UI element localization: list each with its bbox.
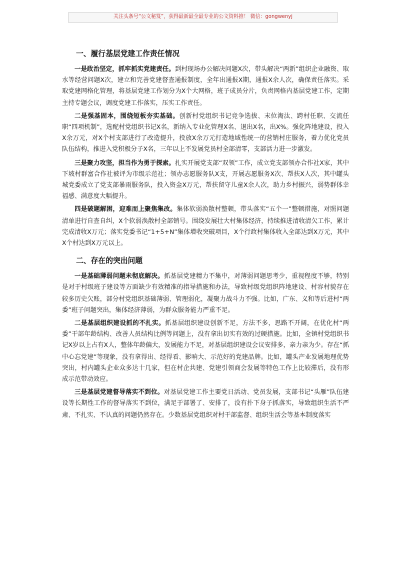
paragraph-lead: 三是基层党建督导落实不到位。 [74, 389, 164, 397]
paragraph-lead: 二是强基固本，围绕短板夯实基础。 [74, 112, 180, 120]
document-body [62, 48, 349, 423]
paragraph-body: 抓基层党建精力不集中，对薄弱问题思考少，重视程度不够，特别是对于村级班子建设等方面缺少有效精准的指导措施和办法，导致村级党组织阵地建设、村容村貌存在较多历史欠账，部分村党组织基础薄弱、管理弱化，凝聚力战斗力不强。比如，广东、义和等后进村“两委”班子问题突出，集体经济薄弱，为群众服务能力严重不足。 [62, 273, 350, 314]
paragraph-lead: 一是基础薄弱问题未彻底解决。 [74, 273, 164, 281]
paragraph-body: 对基层党建工作主要党日活动、党员发展，支部书记“头雁”队伍建设等长期性工作的督导落实不到位，满足于部署了、安排了，没有扑下身子抓落实，导致组织生活不严肃、不扎实、不认真的问题仍然存在。少数基层党组织对村干部监督、组织生活会等基本制度落实 [62, 389, 349, 419]
paragraph [62, 111, 349, 156]
paragraph-body: 抓基层组织建设创新不足，方法不多，思路不开阔，在优化村“两委”干部年龄结构、改善人员结构比例等问题上，没有拿出切实有效的过硬措施。比如，全镇村党组织书记X岁以上占有X人，整体年龄偏大，发展能力不足，对基层组织建设会议安排多，亲力亲为少。存在“抓中心忘党建”等现象，没有拿得出、经得看、影响大、示范好的党建品牌。比如，罐头产业发展地理优势突出，村内罐头企业众多达十几家，但在村企共建、党建引领商会发展等特色工作上比较滞后，没有形成示范带动效应。 [62, 320, 349, 384]
promo-banner[interactable]: 关注头条号“公文秘笈”，获得最新最全最专业的公文资料推！ 微信：gongwenyj [68, 12, 338, 23]
paragraph [62, 204, 349, 249]
section-title-problems: 二、存在的突出问题 [76, 256, 143, 266]
paragraph-lead: 三是聚力攻坚，担当作为勇于探索。 [74, 159, 175, 167]
paragraph [62, 64, 349, 109]
paragraph-body: 集体软弱涣散村整顿，带头落实“五个一”整顿措施，对照问题清单进行自查自纠，X个软弱涣散村全部销号。围绕发展壮大村集体经济，持续推进清收清欠工作，累计完成清收X万元；落实党委书记“1+5+N”集体增收突破项目，X个行政村集体收入全部达到X万元，其中X个村达到X万元以上。 [62, 206, 349, 248]
paragraph [62, 318, 349, 385]
paragraph-lead: 二是基层组织建设抓的不扎实。 [74, 320, 165, 328]
paragraph [62, 387, 349, 421]
paragraph-body: 到村现场办公解决问题X次，带头解决“两新”组织企业融资、取水等经营问题X次，建立和完善党建督查通报制度，全年出通报X期，通报X余人次，确保责任落实。采取党建网格化管理，将基层党建工作划分为X个大网格，班子成员分片，负责网格内基层党建工作，定期主持专题会议，调度党建工作落实，压实工作责任。 [62, 66, 349, 107]
paragraph-body: 创新村党组织书记竞争选拔、末位淘汰、跨村任职、交流任职“四项机制”，选配村党组织书记X名，新纳入专业化管理X名、退出X名，出X%。强化阵地建设，投入X余万元，对X个村支部进行了改造提升，投放X余万元打造地域性统一的营销村庄服务，着力优化党员队伍结构，推进入党积极分子X名，三年以上不发展党员村全部清零，支部活力进一步激发。 [62, 112, 350, 154]
paragraph [62, 271, 349, 316]
paragraph [62, 158, 349, 203]
paragraph-lead: 四是破题解困，迎难而上聚焦集改。 [74, 206, 177, 214]
paragraph-lead: 一是政治坚定，抓牢抓实党建责任。 [74, 66, 175, 73]
paragraph-body: 扎实开展党支部“双领”工作，成立党支部领办合作社X家，其中下坡村群富合作社被评为市级示范社；领办志愿服务队X支，开展志愿服务X次、帮扶X人次，其中罐头城党委成立了党支部暴雨服务队，投入资金X万元，帮扶留守儿童X余人次，助力乡村振兴，弱势群体幸福感、满意度大幅提升。 [62, 159, 349, 201]
section-title-responsibility: 一、履行基层党建工作责任情况 [76, 49, 180, 58]
